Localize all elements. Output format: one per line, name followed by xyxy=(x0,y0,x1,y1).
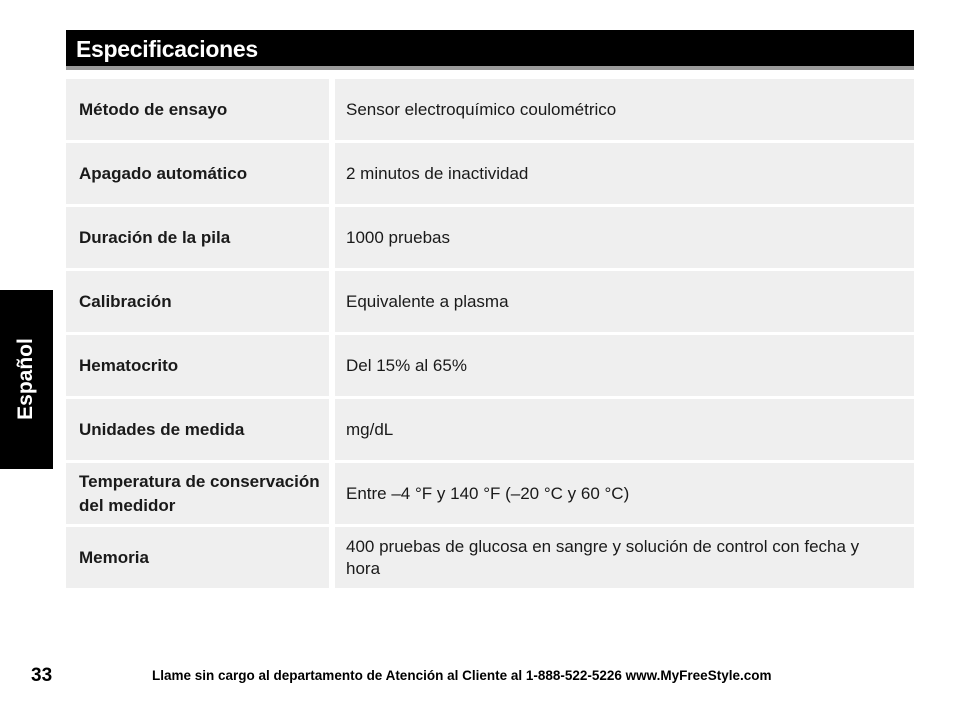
table-row xyxy=(66,79,914,140)
spec-label: Duración de la pila xyxy=(66,207,329,268)
spec-label: Temperatura de conservación del medidor xyxy=(66,463,329,524)
spec-value: Sensor electroquímico coulométrico xyxy=(335,79,914,140)
section-title: Especificaciones xyxy=(76,36,258,62)
spec-table xyxy=(66,79,914,591)
spec-value: Entre –4 °F y 140 °F (–20 °C y 60 °C) xyxy=(335,463,914,524)
language-tab xyxy=(0,290,53,469)
spec-value: 2 minutos de inactividad xyxy=(335,143,914,204)
spec-label: Unidades de medida xyxy=(66,399,329,460)
spec-label: Método de ensayo xyxy=(66,79,329,140)
spec-value: Equivalente a plasma xyxy=(335,271,914,332)
table-row xyxy=(66,335,914,396)
spec-value: 1000 pruebas xyxy=(335,207,914,268)
table-row xyxy=(66,527,914,588)
spec-value: Del 15% al 65% xyxy=(335,335,914,396)
spec-value: 400 pruebas de glucosa en sangre y solución de control con fecha y hora xyxy=(335,527,914,588)
footer-contact-text: Llame sin cargo al departamento de Atención al Cliente al 1-888-522-5226 www.MyFreeStyle.com xyxy=(152,668,772,683)
table-row xyxy=(66,399,914,460)
spec-label: Memoria xyxy=(66,527,329,588)
table-row xyxy=(66,143,914,204)
language-tab-label: Español xyxy=(14,338,37,420)
table-row xyxy=(66,271,914,332)
spec-value: mg/dL xyxy=(335,399,914,460)
section-header xyxy=(66,30,914,70)
table-row xyxy=(66,207,914,268)
spec-label: Hematocrito xyxy=(66,335,329,396)
page-number: 33 xyxy=(31,665,53,686)
spec-label: Calibración xyxy=(66,271,329,332)
spec-label: Apagado automático xyxy=(66,143,329,204)
table-row xyxy=(66,463,914,524)
